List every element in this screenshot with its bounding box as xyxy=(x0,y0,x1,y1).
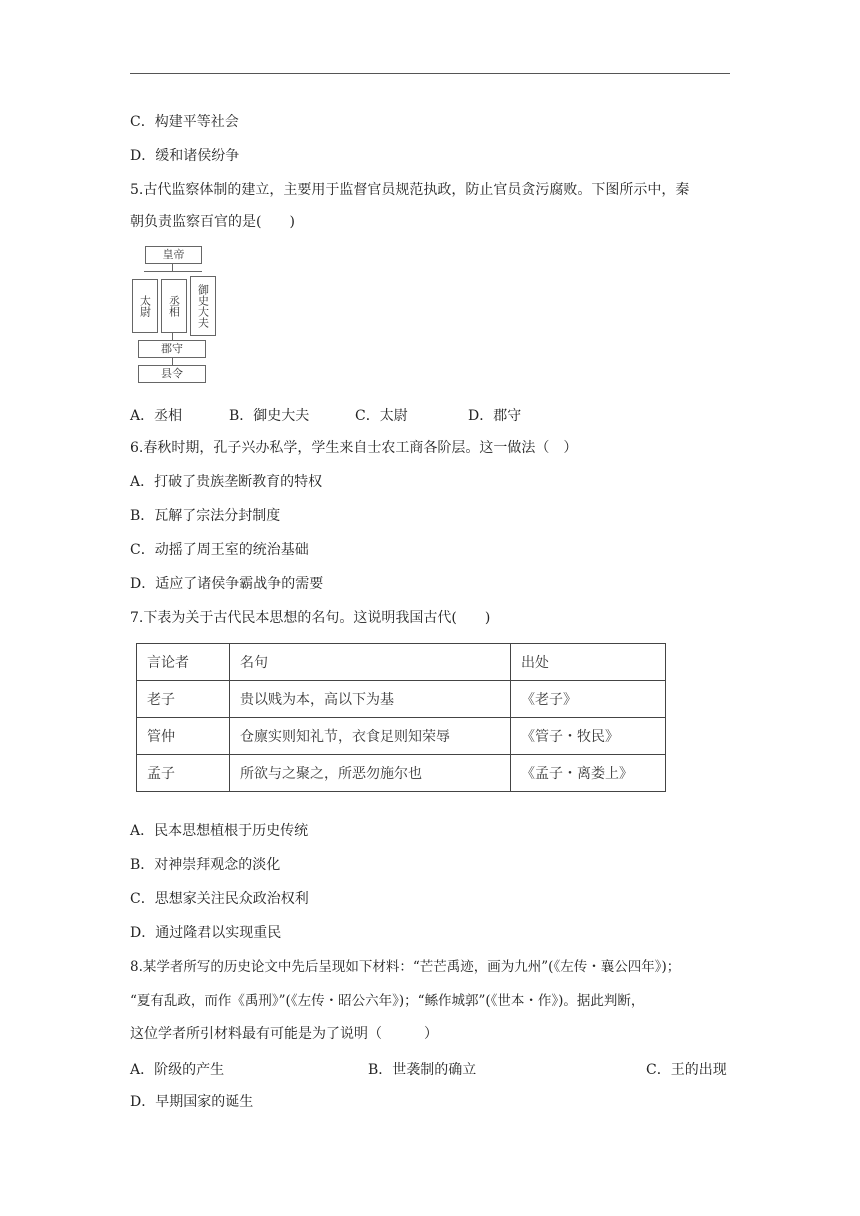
q7-option-c: C．思想家关注民众政治权利 xyxy=(130,891,309,907)
box-yushi: 御史大夫 xyxy=(190,276,216,336)
q5-option-d: D．郡守 xyxy=(468,408,522,424)
q7-option-a: A．民本思想植根于历史传统 xyxy=(130,823,309,839)
table-cell: 管仲 xyxy=(137,718,230,755)
q5-option-b: B．御史大夫 xyxy=(229,408,310,424)
qin-official-diagram xyxy=(130,246,216,386)
table-cell: 《孟子・离娄上》 xyxy=(511,755,666,792)
q6-stem: 6.春秋时期，孔子兴办私学，学生来自士农工商各阶层。这一做法（ ） xyxy=(130,440,578,456)
table-cell: 老子 xyxy=(137,681,230,718)
table-header-source: 出处 xyxy=(511,644,666,681)
table-row xyxy=(137,681,666,718)
table-cell: 《管子・牧民》 xyxy=(511,718,666,755)
table-header-row xyxy=(137,644,666,681)
q8-stem-line3: 这位学者所引材料最有可能是为了说明（ ） xyxy=(130,1026,438,1042)
q6-option-d: D．适应了诸侯争霸战争的需要 xyxy=(130,576,324,592)
box-taiwei: 太尉 xyxy=(132,279,158,333)
q6-option-c: C．动摇了周王室的统治基础 xyxy=(130,542,309,558)
q5-option-c: C．太尉 xyxy=(355,408,408,424)
q6-option-b: B．瓦解了宗法分封制度 xyxy=(130,508,281,524)
box-junshou: 郡守 xyxy=(138,340,206,358)
q4-option-d: D．缓和诸侯纷争 xyxy=(130,148,240,164)
q7-option-b: B．对神崇拜观念的淡化 xyxy=(130,857,281,873)
q8-option-b: B．世袭制的确立 xyxy=(368,1062,477,1078)
table-header-speaker: 言论者 xyxy=(137,644,230,681)
q5-stem-line1: 5.古代监察体制的建立，主要用于监督官员规范执政，防止官员贪污腐败。下图所示中，秦 xyxy=(130,182,690,198)
table-cell: 仓廪实则知礼节，衣食足则知荣辱 xyxy=(230,718,511,755)
q6-option-a: A．打破了贵族垄断教育的特权 xyxy=(130,474,323,490)
table-row xyxy=(137,718,666,755)
header-rule xyxy=(130,73,730,74)
q7-option-d: D．通过隆君以实现重民 xyxy=(130,925,282,941)
q8-option-a: A．阶级的产生 xyxy=(130,1062,225,1078)
table-cell: 所欲与之聚之，所恶勿施尔也 xyxy=(230,755,511,792)
q7-table xyxy=(136,643,666,792)
q8-stem-line1: 8.某学者所写的历史论文中先后呈现如下材料：“芒芒禹迹，画为九州”(《左传・襄公四年》)； xyxy=(130,959,681,975)
q8-option-c: C．王的出现 xyxy=(646,1062,727,1078)
table-cell: 贵以贱为本，高以下为基 xyxy=(230,681,511,718)
table-row xyxy=(137,755,666,792)
q5-option-a: A．丞相 xyxy=(130,408,183,424)
box-chengxiang: 丞相 xyxy=(161,279,187,333)
box-emperor: 皇帝 xyxy=(145,246,202,264)
q5-stem-line2: 朝负责监察百官的是( ) xyxy=(130,214,295,230)
table-cell: 孟子 xyxy=(137,755,230,792)
box-xianling: 县令 xyxy=(138,365,206,383)
table-header-quote: 名句 xyxy=(230,644,511,681)
q7-stem: 7.下表为关于古代民本思想的名句。这说明我国古代( ) xyxy=(130,610,491,626)
q8-option-d: D．早期国家的诞生 xyxy=(130,1094,254,1110)
table-cell: 《老子》 xyxy=(511,681,666,718)
q4-option-c: C．构建平等社会 xyxy=(130,114,239,130)
q8-stem-line2: “夏有乱政，而作《禹刑》”(《左传・昭公六年》)；“鲧作城郭”(《世本・作》)。据此判断， xyxy=(130,993,645,1009)
